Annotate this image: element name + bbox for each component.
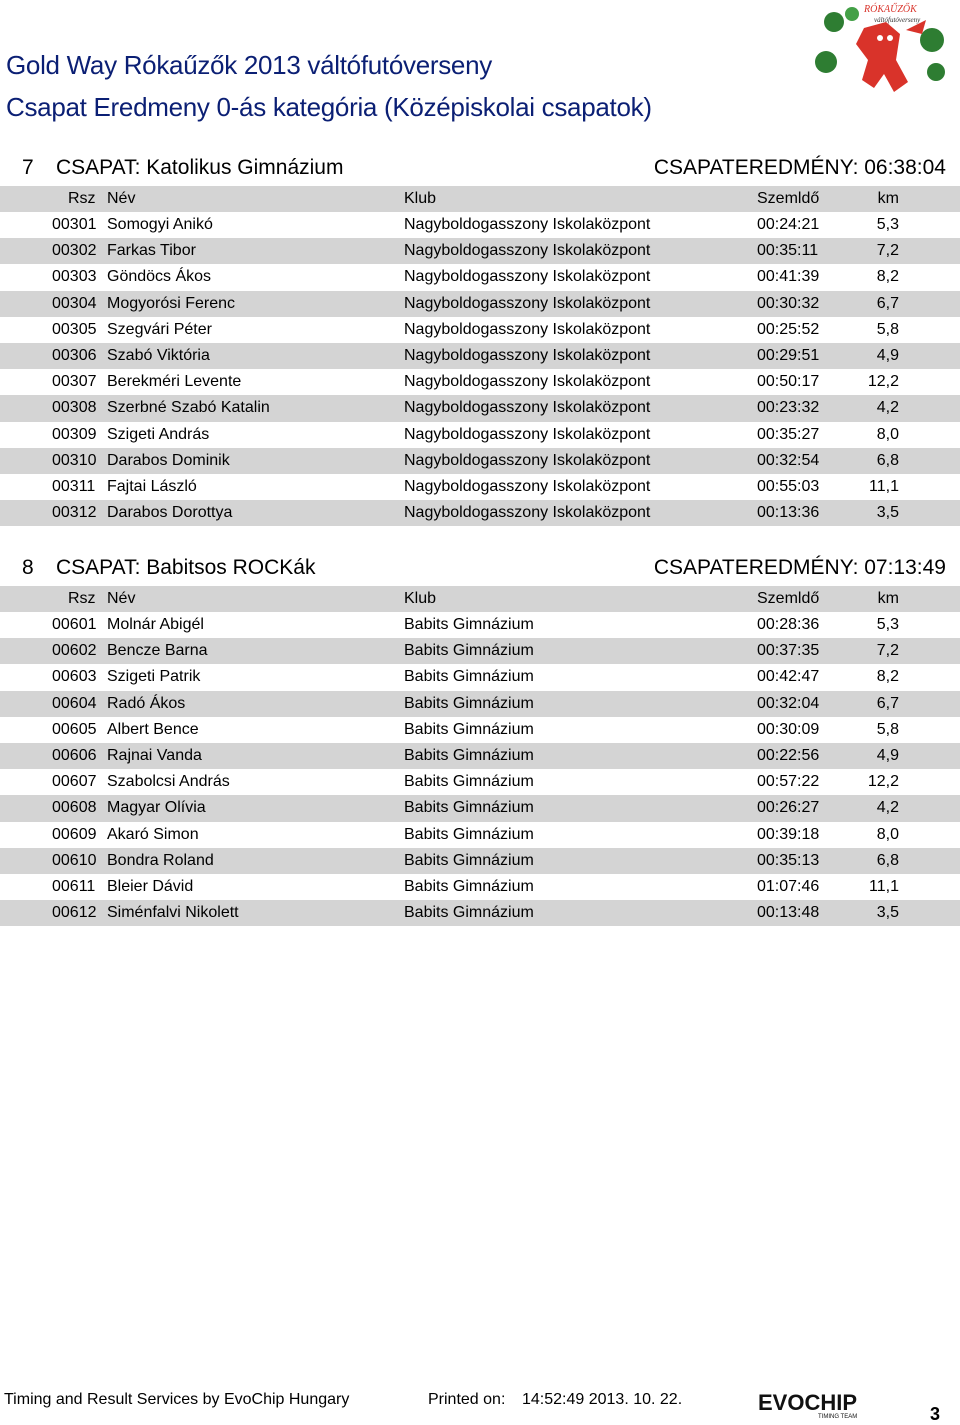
footer-printed-value: 14:52:49 2013. 10. 22. — [522, 1391, 683, 1408]
cell-rsz: 00303 — [52, 268, 97, 286]
cell-klub: Babits Gimnázium — [404, 877, 534, 895]
cell-ido: 00:26:27 — [757, 799, 820, 817]
cell-rsz: 00605 — [52, 720, 97, 738]
cell-ido: 00:42:47 — [757, 668, 820, 686]
cell-nev: Göndöcs Ákos — [107, 268, 212, 286]
table-row — [0, 612, 960, 638]
cell-ido: 00:30:09 — [757, 720, 820, 738]
cell-nev: Fajtai László — [107, 477, 197, 495]
cell-nev: Akaró Simon — [107, 825, 199, 843]
cell-km: 12,2 — [867, 373, 899, 391]
table-row — [0, 395, 960, 421]
cell-nev: Molnár Abigél — [107, 616, 204, 633]
cell-km: 5,8 — [876, 720, 899, 738]
cell-km: 7,2 — [876, 242, 899, 260]
cell-ido: 01:07:46 — [757, 877, 820, 895]
cell-rsz: 00311 — [52, 477, 96, 495]
cell-ido: 00:25:52 — [757, 320, 820, 338]
cell-klub: Babits Gimnázium — [404, 642, 534, 660]
team-result: CSAPATEREDMÉNY: 07:13:49 — [653, 556, 946, 579]
page-subtitle: Csapat Eredmeny 0-ás kategória (Középiskolai csapatok) — [6, 92, 652, 122]
cell-rsz: 00312 — [52, 504, 97, 522]
col-nev: Név — [107, 190, 136, 207]
cell-ido: 00:35:11 — [757, 242, 819, 260]
cell-rsz: 00609 — [52, 825, 97, 843]
table-row — [0, 212, 960, 238]
column-header-row — [0, 586, 960, 612]
cell-nev: Szegvári Péter — [107, 320, 212, 338]
table-row — [0, 448, 960, 474]
cell-km: 8,2 — [876, 668, 899, 686]
team-number: 8 — [22, 556, 34, 579]
table-row — [0, 822, 960, 848]
cell-nev: Szerbné Szabó Katalin — [107, 399, 270, 417]
cell-ido: 00:23:32 — [757, 399, 820, 417]
cell-nev: Szigeti András — [107, 425, 210, 443]
table-row — [0, 369, 960, 395]
cell-klub: Babits Gimnázium — [404, 825, 534, 843]
evochip-logo-text: EVOCHIP — [758, 1390, 858, 1415]
table-row — [0, 664, 960, 690]
table-row — [0, 638, 960, 664]
table-row — [0, 717, 960, 743]
footer-printed-label: Printed on: — [428, 1391, 506, 1408]
cell-ido: 00:13:48 — [757, 904, 820, 922]
col-ido: Szemldő — [757, 590, 820, 607]
logo-subtext: váltófutóverseny — [874, 16, 921, 24]
table-row — [0, 900, 960, 926]
cell-nev: Farkas Tibor — [107, 242, 196, 260]
table-row — [0, 691, 960, 717]
table-row — [0, 291, 960, 317]
cell-km: 6,7 — [876, 694, 899, 712]
cell-ido: 00:30:32 — [757, 294, 820, 312]
cell-rsz: 00602 — [52, 642, 97, 660]
cell-km: 4,9 — [876, 346, 899, 364]
cell-km: 7,2 — [876, 642, 899, 660]
table-row — [0, 743, 960, 769]
cell-nev: Bencze Barna — [107, 642, 208, 660]
cell-ido: 00:28:36 — [757, 616, 820, 633]
cell-rsz: 00610 — [52, 851, 97, 869]
cell-km: 6,8 — [876, 451, 899, 469]
cell-nev: Somogyi Anikó — [107, 216, 213, 233]
footer-credit: Timing and Result Services by EvoChip Hungary — [4, 1391, 350, 1408]
cell-klub: Nagyboldogasszony Iskolaközpont — [404, 294, 651, 312]
cell-rsz: 00612 — [52, 904, 97, 922]
cell-ido: 00:50:17 — [757, 373, 820, 391]
table-row — [0, 317, 960, 343]
cell-klub: Nagyboldogasszony Iskolaközpont — [404, 504, 651, 522]
cell-nev: Szabó Viktória — [107, 346, 210, 364]
cell-nev: Bondra Roland — [107, 851, 214, 869]
cell-nev: Berekméri Levente — [107, 373, 242, 391]
col-km: km — [877, 190, 899, 207]
col-rsz: Rsz — [68, 590, 96, 607]
cell-ido: 00:22:56 — [757, 746, 820, 764]
cell-km: 5,3 — [876, 616, 899, 633]
cell-klub: Nagyboldogasszony Iskolaközpont — [404, 346, 651, 364]
cell-rsz: 00308 — [52, 399, 97, 417]
cell-rsz: 00608 — [52, 799, 97, 817]
cell-klub: Nagyboldogasszony Iskolaközpont — [404, 425, 651, 443]
table-row — [0, 343, 960, 369]
team-name: CSAPAT: Babitsos ROCKák — [56, 556, 316, 579]
cell-km: 4,2 — [876, 799, 899, 817]
cell-ido: 00:39:18 — [757, 825, 820, 843]
team-number: 7 — [22, 156, 34, 179]
cell-rsz: 00601 — [52, 616, 97, 633]
cell-klub: Babits Gimnázium — [404, 904, 534, 922]
cell-nev: Szigeti Patrik — [107, 668, 201, 686]
cell-rsz: 00306 — [52, 346, 97, 364]
cell-klub: Babits Gimnázium — [404, 799, 534, 817]
cell-nev: Szabolcsi András — [107, 773, 230, 791]
cell-nev: Radó Ákos — [107, 694, 186, 712]
cell-klub: Nagyboldogasszony Iskolaközpont — [404, 451, 651, 469]
team-header — [0, 152, 960, 186]
logo-text: RÓKAŰZŐK — [864, 4, 917, 15]
cell-ido: 00:37:35 — [757, 642, 820, 660]
cell-km: 8,2 — [876, 268, 899, 286]
cell-rsz: 00309 — [52, 425, 97, 443]
cell-rsz: 00607 — [52, 773, 97, 791]
cell-klub: Nagyboldogasszony Iskolaközpont — [404, 477, 651, 495]
team-rows — [0, 212, 960, 526]
cell-nev: Albert Bence — [107, 720, 199, 738]
table-row — [0, 264, 960, 290]
table-row — [0, 238, 960, 264]
cell-ido: 00:32:54 — [757, 451, 820, 469]
cell-klub: Babits Gimnázium — [404, 773, 534, 791]
cell-klub: Nagyboldogasszony Iskolaközpont — [404, 399, 651, 417]
cell-rsz: 00611 — [52, 877, 96, 895]
col-ido: Szemldő — [757, 190, 820, 207]
team-name: CSAPAT: Katolikus Gimnázium — [56, 156, 344, 179]
cell-km: 12,2 — [867, 773, 899, 791]
cell-rsz: 00307 — [52, 373, 97, 391]
cell-klub: Babits Gimnázium — [404, 616, 534, 633]
cell-ido: 00:55:03 — [757, 477, 820, 495]
cell-ido: 00:57:22 — [757, 773, 820, 791]
cell-km: 11,1 — [869, 477, 899, 495]
cell-rsz: 00301 — [52, 216, 97, 233]
rokauzok-logo — [804, 0, 956, 102]
table-row — [0, 874, 960, 900]
col-km: km — [877, 590, 899, 607]
cell-klub: Babits Gimnázium — [404, 851, 534, 869]
cell-km: 4,9 — [876, 746, 899, 764]
table-row — [0, 474, 960, 500]
cell-nev: Magyar Olívia — [107, 799, 206, 817]
cell-rsz: 00606 — [52, 746, 97, 764]
cell-klub: Nagyboldogasszony Iskolaközpont — [404, 242, 651, 260]
cell-km: 11,1 — [869, 877, 899, 895]
cell-nev: Mogyorósi Ferenc — [107, 294, 236, 312]
col-rsz: Rsz — [68, 190, 96, 207]
cell-km: 5,8 — [876, 320, 899, 338]
cell-klub: Nagyboldogasszony Iskolaközpont — [404, 216, 651, 233]
cell-rsz: 00305 — [52, 320, 97, 338]
table-row — [0, 500, 960, 526]
cell-nev: Bleier Dávid — [107, 877, 194, 895]
cell-ido: 00:13:36 — [757, 504, 820, 522]
cell-nev: Siménfalvi Nikolett — [107, 904, 239, 922]
col-nev: Név — [107, 590, 136, 607]
cell-ido: 00:32:04 — [757, 694, 820, 712]
team-result: CSAPATEREDMÉNY: 06:38:04 — [653, 156, 946, 179]
cell-ido: 00:29:51 — [757, 346, 820, 364]
cell-ido: 00:35:27 — [757, 425, 820, 443]
page-title: Gold Way Rókaűzők 2013 váltófutóverseny — [6, 50, 492, 80]
cell-klub: Babits Gimnázium — [404, 720, 534, 738]
table-row — [0, 769, 960, 795]
cell-km: 5,3 — [876, 216, 899, 233]
team-header — [0, 552, 960, 586]
team-rows — [0, 612, 960, 926]
evochip-logo — [758, 1386, 884, 1420]
cell-klub: Nagyboldogasszony Iskolaközpont — [404, 320, 651, 338]
cell-km: 4,2 — [876, 399, 899, 417]
column-header-row — [0, 186, 960, 212]
cell-klub: Babits Gimnázium — [404, 694, 534, 712]
table-row — [0, 848, 960, 874]
cell-km: 6,8 — [876, 851, 899, 869]
cell-klub: Nagyboldogasszony Iskolaközpont — [404, 373, 651, 391]
table-row — [0, 795, 960, 821]
cell-ido: 00:24:21 — [757, 216, 820, 233]
cell-rsz: 00603 — [52, 668, 97, 686]
cell-km: 6,7 — [876, 294, 899, 312]
col-klub: Klub — [404, 190, 437, 207]
cell-km: 3,5 — [876, 904, 899, 922]
col-klub: Klub — [404, 590, 437, 607]
cell-ido: 00:35:13 — [757, 851, 820, 869]
cell-rsz: 00310 — [52, 451, 97, 469]
cell-klub: Babits Gimnázium — [404, 746, 534, 764]
team-section-8 — [0, 552, 960, 926]
table-row — [0, 422, 960, 448]
cell-km: 8,0 — [876, 825, 899, 843]
cell-nev: Darabos Dominik — [107, 451, 230, 469]
cell-nev: Rajnai Vanda — [107, 746, 202, 764]
cell-km: 3,5 — [876, 504, 899, 522]
cell-rsz: 00302 — [52, 242, 97, 260]
cell-klub: Babits Gimnázium — [404, 668, 534, 686]
team-section-7 — [0, 152, 960, 526]
cell-nev: Darabos Dorottya — [107, 504, 233, 522]
cell-rsz: 00304 — [52, 294, 97, 312]
cell-klub: Nagyboldogasszony Iskolaközpont — [404, 268, 651, 286]
cell-rsz: 00604 — [52, 694, 97, 712]
page-number: 3 — [930, 1404, 941, 1424]
cell-ido: 00:41:39 — [757, 268, 820, 286]
cell-km: 8,0 — [876, 425, 899, 443]
evochip-logo-subtext: TIMING TEAM — [818, 1414, 858, 1420]
